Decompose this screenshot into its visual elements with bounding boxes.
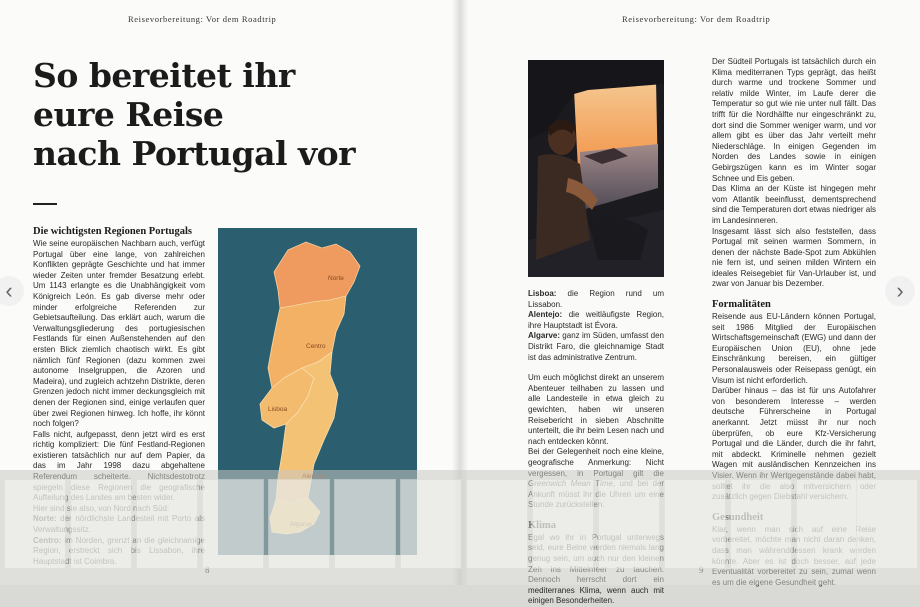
thumbnail[interactable]	[400, 479, 462, 569]
map-label-lisboa: Lisboa	[268, 406, 288, 413]
heading-formalitaeten: Formalitäten	[712, 299, 771, 311]
next-page-button[interactable]	[885, 276, 915, 306]
paragraph-sueden: Der Südteil Portugals ist tatsächlich durch ein Klima mediterranen Typs geprägt, das heißt durch warme und trockene Sommer und relativ milde Winter, im Laufe derer die Temperatur so gut wie nie unter null fällt. Das trifft für die Nordhälfte nur eingeschränkt zu, dort sind die Sommer weniger warm, und vor allem gibt es über das Jahr verteilt mehr Niederschläge. In einigen Gegenden im Norden des Landes sowie in einigen Gebirgszügen kann es im Winter sogar Schnee und Eis geben.	[712, 57, 876, 183]
thumbnail[interactable]	[796, 479, 858, 569]
caption-algarve: Algarve: ganz im Süden, umfasst den Distrikt Faro, die gleichnamige Stadt ist das administrative Zentrum.	[528, 331, 664, 362]
page-title	[33, 56, 355, 173]
thumbnail[interactable]	[664, 479, 726, 569]
paragraph-klima: mediterranes Klima, wenn auch mit einigen Besonderheiten.	[528, 585, 664, 606]
thumbnail[interactable]	[856, 479, 918, 569]
paragraph-zeit: Bei der Gelegenheit noch eine kleine, geografische Anmerkung: Nicht	[528, 447, 664, 467]
map-region-norte	[274, 242, 360, 308]
thumbnail[interactable]	[268, 479, 330, 569]
title-line-2: eure Reise	[33, 95, 224, 134]
thumbnail[interactable]	[598, 479, 660, 569]
title-divider	[33, 203, 57, 205]
paragraph-kueste: Das Klima an der Küste ist hingegen mehr vom Atlantik beeinflusst, dementsprechend sind die Temperaturen dort etwas niedriger als im Landesinneren.	[712, 184, 876, 225]
page-thumbnail-strip[interactable]	[0, 470, 920, 585]
paragraph-formalitaeten-2: Darüber hinaus – das ist für uns Autofahrer von besonderem Interesse – werden deutsche Führerscheine in Portugal anerkannt. Jetzt müsst ihr nur noch überprüfen, ob eure Kfz-Versicherung Portugal und die Länder, durch die ihr fahrt, mit abdeckt. Kriminelle nehmen gezielt Wagen mit ausländischen Kennzeichen ins	[712, 386, 876, 470]
paragraph-abenteuer: Um euch möglichst direkt an unserem Abenteuer teilhaben zu lassen und alle Landesteile in etwa gleich zu gewichten, haben wir unseren Reisebericht in sieben Abschnitte unterteilt, die ihr beim Lesen nach und nach entdecken könnt.	[528, 373, 664, 446]
title-line-3: nach Portugal vor	[33, 134, 356, 173]
chevron-right-icon: ›	[896, 278, 904, 303]
thumbnail[interactable]	[4, 479, 66, 569]
thumbnail[interactable]	[70, 479, 132, 569]
paragraph-history: Wie seine europäischen Nachbarn auch, verfügt Portugal über eine lange, von zahlreichen Konflikten geprägte Geschichte und hat immer wieder Zeiten unter fremder Besatzung erlebt. Um 1143 erlangte es die Unabhängigkeit vom Königreich León. Es gab diverse mehr oder minder erfolgreiche Referenden zur Gebietsaufteilung. Das erklärt auch, warum die Verwaltungsgliederung des portugiesischen Festlands für einen Außenstehenden auf den ersten Blick ziemlich chaotisch wirkt. Es gibt nämlich fünf Regionen (dazu kommen zwei autonome Inselgruppen, die Azoren und Madeira), und zugleich achtzehn Distrikte, deren Grenzen jedoch nicht immer deckungsgleich mit denen der Regionen sind, einige verlaufen quer über zwei Regionen hinweg. Ich hoffe, ihr könnt noch folgen?	[33, 239, 205, 429]
map-label-norte: Norte	[328, 275, 344, 282]
thumbnail[interactable]	[466, 479, 528, 569]
photo-driver-sunset	[528, 60, 664, 277]
thumbnail[interactable]	[532, 479, 594, 569]
heading-regions: Die wichtigsten Regionen Portugals	[33, 226, 192, 237]
photo-graphic	[528, 60, 664, 277]
paragraph-referendum: Falls nicht, aufgepasst, denn jetzt wird es erst richtig kompliziert: Die fünf Festland-Regionen existieren tatsächlich nur auf dem Papier, da das im Jahr 1998 dazu abgehaltene	[33, 429, 205, 471]
map-label-centro: Centro	[306, 343, 326, 350]
title-line-1: So bereitet ihr	[33, 56, 295, 95]
chevron-left-icon: ‹	[5, 278, 13, 303]
running-head-right: Reisevorbereitung: Vor dem Roadtrip	[622, 14, 771, 24]
paragraph-fazit: Insgesamt lässt sich also feststellen, dass Portugal mit seinen warmen Sommern, in denen der nächste Bade-Spot zum Abkühlen nie fern ist, und seinen milden Wintern ein ideales Reisegebiet für Van-Urlauber ist, und zwar von Januar bis Dezember.	[712, 226, 876, 289]
paragraph-formalitaeten-1: Reisende aus EU-Ländern können Portugal, seit 1986 Mitglied der Europäischen Wirtschaftsgemeinschaft (EWG) und dann der Europäischen Union (EU), ohne jede Einschränkung bereisen, ein gültiger Personalausweis oder Reisepass genügt, ein Visum ist nicht erforderlich.	[712, 312, 876, 385]
caption-lisboa: Lisboa: die Region rund um Lissabon.	[528, 289, 664, 309]
running-head-left: Reisevorbereitung: Vor dem Roadtrip	[128, 14, 277, 24]
thumbnail[interactable]	[334, 479, 396, 569]
thumbnail[interactable]	[730, 479, 792, 569]
thumbnail[interactable]	[202, 479, 264, 569]
thumbnail[interactable]	[136, 479, 198, 569]
caption-alentejo: Alentejo: die weitläufigste Region, ihre Hauptstadt ist Évora.	[528, 310, 664, 330]
